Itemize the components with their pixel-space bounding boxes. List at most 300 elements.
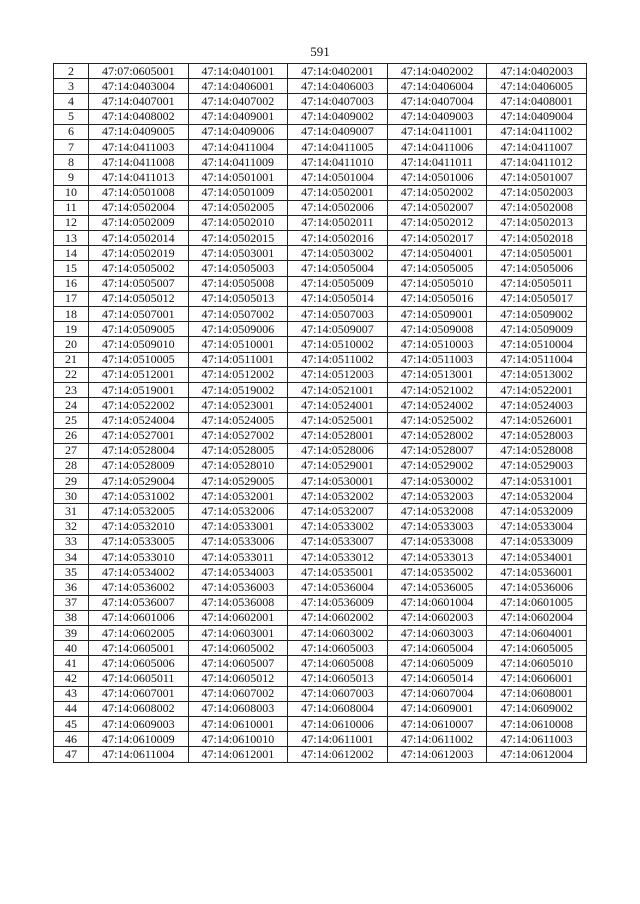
cadastral-number-table [53,63,587,763]
cadastral-number-cell: 47:14:0503002 [288,246,388,261]
cadastral-number-cell: 47:14:0411003 [89,139,189,154]
cadastral-number-cell: 47:14:0502005 [188,200,288,215]
cadastral-number-cell: 47:14:0524003 [487,398,587,413]
cadastral-number-cell: 47:14:0411002 [487,124,587,139]
cadastral-number-cell: 47:14:0533005 [89,534,189,549]
cadastral-number-cell: 47:14:0524005 [188,413,288,428]
cadastral-number-cell: 47:14:0411009 [188,155,288,170]
row-number-cell: 25 [54,413,89,428]
cadastral-number-cell: 47:14:0406001 [188,79,288,94]
cadastral-number-cell: 47:14:0532004 [487,489,587,504]
cadastral-number-cell: 47:14:0604001 [487,625,587,640]
cadastral-number-cell: 47:14:0513001 [387,367,487,382]
row-number-cell: 19 [54,322,89,337]
cadastral-number-cell: 47:14:0601004 [387,595,487,610]
table-row [54,215,587,230]
row-number-cell: 6 [54,124,89,139]
row-number-cell: 5 [54,109,89,124]
cadastral-number-cell: 47:14:0602003 [387,610,487,625]
row-number-cell: 32 [54,519,89,534]
row-number-cell: 3 [54,79,89,94]
cadastral-number-cell: 47:14:0409002 [288,109,388,124]
cadastral-number-cell: 47:14:0532003 [387,489,487,504]
cadastral-number-cell: 47:14:0532009 [487,504,587,519]
cadastral-number-cell: 47:14:0502007 [387,200,487,215]
row-number-cell: 31 [54,504,89,519]
table-row [54,443,587,458]
cadastral-number-cell: 47:14:0612003 [387,747,487,762]
row-number-cell: 36 [54,580,89,595]
table-row [54,428,587,443]
cadastral-number-cell: 47:14:0502006 [288,200,388,215]
table-row [54,595,587,610]
row-number-cell: 11 [54,200,89,215]
row-number-cell: 41 [54,656,89,671]
cadastral-number-cell: 47:14:0509009 [487,322,587,337]
cadastral-number-cell: 47:14:0502012 [387,215,487,230]
cadastral-number-cell: 47:14:0607002 [188,686,288,701]
table-row [54,625,587,640]
cadastral-number-cell: 47:14:0533009 [487,534,587,549]
cadastral-number-cell: 47:14:0407003 [288,94,388,109]
cadastral-number-cell: 47:14:0510002 [288,337,388,352]
cadastral-number-cell: 47:14:0610001 [188,717,288,732]
cadastral-number-cell: 47:14:0601005 [487,595,587,610]
cadastral-number-cell: 47:14:0505012 [89,291,189,306]
cadastral-number-cell: 47:14:0411001 [387,124,487,139]
table-row [54,94,587,109]
row-number-cell: 7 [54,139,89,154]
cadastral-number-cell: 47:07:0605001 [89,64,189,79]
cadastral-number-cell: 47:14:0605004 [387,641,487,656]
cadastral-number-cell: 47:14:0507001 [89,307,189,322]
cadastral-number-cell: 47:14:0610006 [288,717,388,732]
cadastral-number-cell: 47:14:0509006 [188,322,288,337]
cadastral-number-cell: 47:14:0534001 [487,550,587,565]
table-row [54,489,587,504]
row-number-cell: 10 [54,185,89,200]
cadastral-number-cell: 47:14:0505009 [288,276,388,291]
row-number-cell: 33 [54,534,89,549]
cadastral-number-cell: 47:14:0501007 [487,170,587,185]
cadastral-number-cell: 47:14:0505010 [387,276,487,291]
cadastral-number-cell: 47:14:0602002 [288,610,388,625]
cadastral-number-cell: 47:14:0532007 [288,504,388,519]
table-row [54,276,587,291]
cadastral-number-cell: 47:14:0402003 [487,64,587,79]
cadastral-number-cell: 47:14:0511001 [188,352,288,367]
cadastral-number-cell: 47:14:0522002 [89,398,189,413]
cadastral-number-cell: 47:14:0509005 [89,322,189,337]
cadastral-number-cell: 47:14:0536007 [89,595,189,610]
row-number-cell: 42 [54,671,89,686]
cadastral-number-cell: 47:14:0502011 [288,215,388,230]
row-number-cell: 4 [54,94,89,109]
table-body [54,64,587,763]
cadastral-number-cell: 47:14:0603003 [387,625,487,640]
row-number-cell: 29 [54,474,89,489]
cadastral-number-cell: 47:14:0502013 [487,215,587,230]
cadastral-number-cell: 47:14:0502015 [188,231,288,246]
row-number-cell: 21 [54,352,89,367]
row-number-cell: 44 [54,701,89,716]
cadastral-number-cell: 47:14:0531001 [487,474,587,489]
cadastral-number-cell: 47:14:0602001 [188,610,288,625]
cadastral-number-cell: 47:14:0502018 [487,231,587,246]
row-number-cell: 23 [54,382,89,397]
cadastral-number-cell: 47:14:0608001 [487,686,587,701]
cadastral-number-cell: 47:14:0533012 [288,550,388,565]
cadastral-number-cell: 47:14:0531002 [89,489,189,504]
cadastral-number-cell: 47:14:0505001 [487,246,587,261]
table-row [54,732,587,747]
cadastral-number-cell: 47:14:0505017 [487,291,587,306]
cadastral-number-cell: 47:14:0501009 [188,185,288,200]
cadastral-number-cell: 47:14:0406003 [288,79,388,94]
cadastral-number-cell: 47:14:0509008 [387,322,487,337]
cadastral-number-cell: 47:14:0605008 [288,656,388,671]
cadastral-number-cell: 47:14:0511003 [387,352,487,367]
cadastral-number-cell: 47:14:0610008 [487,717,587,732]
cadastral-number-cell: 47:14:0533007 [288,534,388,549]
cadastral-number-cell: 47:14:0536009 [288,595,388,610]
row-number-cell: 12 [54,215,89,230]
cadastral-number-cell: 47:14:0502019 [89,246,189,261]
table-row [54,139,587,154]
cadastral-number-cell: 47:14:0533013 [387,550,487,565]
cadastral-number-cell: 47:14:0605011 [89,671,189,686]
cadastral-number-cell: 47:14:0505008 [188,276,288,291]
cadastral-number-cell: 47:14:0611004 [89,747,189,762]
cadastral-number-cell: 47:14:0611001 [288,732,388,747]
cadastral-number-cell: 47:14:0607004 [387,686,487,701]
cadastral-number-cell: 47:14:0407001 [89,94,189,109]
table-row [54,124,587,139]
table-row [54,352,587,367]
table-row [54,307,587,322]
cadastral-number-cell: 47:14:0536005 [387,580,487,595]
cadastral-number-cell: 47:14:0505016 [387,291,487,306]
row-number-cell: 30 [54,489,89,504]
table-row [54,337,587,352]
table-row [54,550,587,565]
cadastral-number-cell: 47:14:0532010 [89,519,189,534]
cadastral-number-cell: 47:14:0525001 [288,413,388,428]
cadastral-number-cell: 47:14:0529004 [89,474,189,489]
cadastral-number-cell: 47:14:0505011 [487,276,587,291]
table-row [54,610,587,625]
table-row [54,701,587,716]
cadastral-number-cell: 47:14:0401001 [188,64,288,79]
row-number-cell: 46 [54,732,89,747]
cadastral-number-cell: 47:14:0524002 [387,398,487,413]
cadastral-number-cell: 47:14:0532008 [387,504,487,519]
cadastral-number-cell: 47:14:0519001 [89,382,189,397]
cadastral-number-cell: 47:14:0528002 [387,428,487,443]
cadastral-number-cell: 47:14:0609002 [487,701,587,716]
cadastral-number-cell: 47:14:0512002 [188,367,288,382]
cadastral-number-cell: 47:14:0528008 [487,443,587,458]
cadastral-number-cell: 47:14:0409004 [487,109,587,124]
cadastral-number-cell: 47:14:0411010 [288,155,388,170]
cadastral-number-cell: 47:14:0527001 [89,428,189,443]
cadastral-number-cell: 47:14:0603001 [188,625,288,640]
row-number-cell: 13 [54,231,89,246]
cadastral-number-cell: 47:14:0502001 [288,185,388,200]
cadastral-number-cell: 47:14:0610009 [89,732,189,747]
table-row [54,79,587,94]
cadastral-number-cell: 47:14:0505002 [89,261,189,276]
table-row [54,504,587,519]
cadastral-number-cell: 47:14:0505006 [487,261,587,276]
cadastral-number-cell: 47:14:0535001 [288,565,388,580]
cadastral-number-cell: 47:14:0501008 [89,185,189,200]
cadastral-number-cell: 47:14:0502004 [89,200,189,215]
row-number-cell: 47 [54,747,89,762]
cadastral-number-cell: 47:14:0523001 [188,398,288,413]
table-row [54,565,587,580]
cadastral-number-cell: 47:14:0409001 [188,109,288,124]
table-row [54,64,587,79]
cadastral-number-cell: 47:14:0605002 [188,641,288,656]
cadastral-number-cell: 47:14:0403004 [89,79,189,94]
cadastral-number-cell: 47:14:0611002 [387,732,487,747]
cadastral-number-cell: 47:14:0533003 [387,519,487,534]
cadastral-number-cell: 47:14:0606001 [487,671,587,686]
cadastral-number-cell: 47:14:0532001 [188,489,288,504]
cadastral-number-cell: 47:14:0502010 [188,215,288,230]
cadastral-number-cell: 47:14:0509010 [89,337,189,352]
cadastral-number-cell: 47:14:0502008 [487,200,587,215]
cadastral-number-cell: 47:14:0411004 [188,139,288,154]
row-number-cell: 34 [54,550,89,565]
cadastral-number-cell: 47:14:0533001 [188,519,288,534]
cadastral-number-cell: 47:14:0605007 [188,656,288,671]
row-number-cell: 38 [54,610,89,625]
cadastral-number-cell: 47:14:0529001 [288,458,388,473]
table-row [54,717,587,732]
table-row [54,534,587,549]
table-row [54,656,587,671]
cadastral-number-cell: 47:14:0502016 [288,231,388,246]
row-number-cell: 45 [54,717,89,732]
cadastral-number-cell: 47:14:0407002 [188,94,288,109]
cadastral-number-cell: 47:14:0536001 [487,565,587,580]
row-number-cell: 8 [54,155,89,170]
table-row [54,519,587,534]
row-number-cell: 20 [54,337,89,352]
table-row [54,747,587,762]
cadastral-number-cell: 47:14:0502009 [89,215,189,230]
table-row [54,109,587,124]
table-row [54,170,587,185]
cadastral-number-cell: 47:14:0509002 [487,307,587,322]
cadastral-number-cell: 47:14:0528003 [487,428,587,443]
cadastral-number-cell: 47:14:0533008 [387,534,487,549]
cadastral-number-cell: 47:14:0503001 [188,246,288,261]
cadastral-number-cell: 47:14:0533002 [288,519,388,534]
table-row [54,261,587,276]
row-number-cell: 24 [54,398,89,413]
cadastral-number-cell: 47:14:0612004 [487,747,587,762]
cadastral-number-cell: 47:14:0507002 [188,307,288,322]
row-number-cell: 16 [54,276,89,291]
cadastral-number-cell: 47:14:0502003 [487,185,587,200]
cadastral-number-cell: 47:14:0532002 [288,489,388,504]
cadastral-number-cell: 47:14:0411006 [387,139,487,154]
table-row [54,185,587,200]
cadastral-number-cell: 47:14:0501004 [288,170,388,185]
cadastral-number-cell: 47:14:0529003 [487,458,587,473]
cadastral-number-cell: 47:14:0528004 [89,443,189,458]
cadastral-number-cell: 47:14:0532006 [188,504,288,519]
row-number-cell: 18 [54,307,89,322]
table-row [54,200,587,215]
cadastral-number-cell: 47:14:0536006 [487,580,587,595]
cadastral-number-cell: 47:14:0528001 [288,428,388,443]
cadastral-number-cell: 47:14:0505013 [188,291,288,306]
cadastral-number-cell: 47:14:0521002 [387,382,487,397]
cadastral-number-cell: 47:14:0529002 [387,458,487,473]
cadastral-number-cell: 47:14:0532005 [89,504,189,519]
table-row [54,671,587,686]
cadastral-number-cell: 47:14:0511002 [288,352,388,367]
cadastral-number-cell: 47:14:0530002 [387,474,487,489]
page-number: 591 [310,44,330,59]
cadastral-number-cell: 47:14:0502014 [89,231,189,246]
cadastral-number-cell: 47:14:0535002 [387,565,487,580]
cadastral-number-cell: 47:14:0605003 [288,641,388,656]
cadastral-number-cell: 47:14:0536008 [188,595,288,610]
cadastral-number-cell: 47:14:0522001 [487,382,587,397]
row-number-cell: 37 [54,595,89,610]
cadastral-number-cell: 47:14:0409005 [89,124,189,139]
cadastral-number-cell: 47:14:0536003 [188,580,288,595]
cadastral-number-cell: 47:14:0526001 [487,413,587,428]
cadastral-number-cell: 47:14:0602004 [487,610,587,625]
cadastral-number-cell: 47:14:0605009 [387,656,487,671]
cadastral-number-cell: 47:14:0528007 [387,443,487,458]
table-row [54,231,587,246]
cadastral-number-cell: 47:14:0602005 [89,625,189,640]
cadastral-number-cell: 47:14:0512003 [288,367,388,382]
cadastral-number-cell: 47:14:0605005 [487,641,587,656]
cadastral-number-cell: 47:14:0608004 [288,701,388,716]
cadastral-number-cell: 47:14:0510001 [188,337,288,352]
cadastral-number-cell: 47:14:0501001 [188,170,288,185]
cadastral-number-cell: 47:14:0411005 [288,139,388,154]
table-row [54,458,587,473]
cadastral-number-cell: 47:14:0528005 [188,443,288,458]
cadastral-number-cell: 47:14:0533010 [89,550,189,565]
cadastral-number-cell: 47:14:0504001 [387,246,487,261]
cadastral-number-cell: 47:14:0610007 [387,717,487,732]
row-number-cell: 9 [54,170,89,185]
row-number-cell: 2 [54,64,89,79]
cadastral-number-cell: 47:14:0611003 [487,732,587,747]
cadastral-number-cell: 47:14:0533004 [487,519,587,534]
cadastral-number-cell: 47:14:0612002 [288,747,388,762]
row-number-cell: 35 [54,565,89,580]
cadastral-number-cell: 47:14:0408002 [89,109,189,124]
cadastral-number-cell: 47:14:0402001 [288,64,388,79]
cadastral-number-cell: 47:14:0411011 [387,155,487,170]
table-row [54,291,587,306]
cadastral-number-cell: 47:14:0607001 [89,686,189,701]
cadastral-number-cell: 47:14:0528009 [89,458,189,473]
row-number-cell: 17 [54,291,89,306]
row-number-cell: 14 [54,246,89,261]
cadastral-number-cell: 47:14:0528010 [188,458,288,473]
cadastral-number-cell: 47:14:0512001 [89,367,189,382]
table-row [54,641,587,656]
cadastral-number-cell: 47:14:0536004 [288,580,388,595]
cadastral-number-cell: 47:14:0533006 [188,534,288,549]
cadastral-number-cell: 47:14:0605010 [487,656,587,671]
cadastral-number-cell: 47:14:0411007 [487,139,587,154]
cadastral-number-cell: 47:14:0519002 [188,382,288,397]
cadastral-number-cell: 47:14:0510004 [487,337,587,352]
row-number-cell: 22 [54,367,89,382]
row-number-cell: 27 [54,443,89,458]
row-number-cell: 28 [54,458,89,473]
cadastral-number-cell: 47:14:0534003 [188,565,288,580]
cadastral-number-cell: 47:14:0527002 [188,428,288,443]
row-number-cell: 39 [54,625,89,640]
table-row [54,382,587,397]
cadastral-number-cell: 47:14:0533011 [188,550,288,565]
cadastral-number-cell: 47:14:0534002 [89,565,189,580]
cadastral-number-cell: 47:14:0507003 [288,307,388,322]
table-row [54,398,587,413]
row-number-cell: 43 [54,686,89,701]
cadastral-number-cell: 47:14:0406005 [487,79,587,94]
cadastral-number-cell: 47:14:0409007 [288,124,388,139]
cadastral-number-cell: 47:14:0513002 [487,367,587,382]
cadastral-number-cell: 47:14:0411013 [89,170,189,185]
cadastral-number-cell: 47:14:0505005 [387,261,487,276]
cadastral-number-cell: 47:14:0409006 [188,124,288,139]
cadastral-number-cell: 47:14:0605012 [188,671,288,686]
cadastral-number-cell: 47:14:0505004 [288,261,388,276]
cadastral-number-cell: 47:14:0524001 [288,398,388,413]
row-number-cell: 40 [54,641,89,656]
cadastral-number-cell: 47:14:0530001 [288,474,388,489]
cadastral-number-cell: 47:14:0411008 [89,155,189,170]
cadastral-number-cell: 47:14:0502002 [387,185,487,200]
table-row [54,413,587,428]
cadastral-number-cell: 47:14:0406004 [387,79,487,94]
cadastral-number-cell: 47:14:0402002 [387,64,487,79]
cadastral-number-cell: 47:14:0605006 [89,656,189,671]
cadastral-number-cell: 47:14:0521001 [288,382,388,397]
cadastral-number-cell: 47:14:0524004 [89,413,189,428]
cadastral-number-cell: 47:14:0408001 [487,94,587,109]
cadastral-number-cell: 47:14:0528006 [288,443,388,458]
cadastral-number-cell: 47:14:0505007 [89,276,189,291]
table-row [54,155,587,170]
cadastral-number-cell: 47:14:0601006 [89,610,189,625]
cadastral-number-cell: 47:14:0607003 [288,686,388,701]
table-row [54,246,587,261]
cadastral-number-cell: 47:14:0502017 [387,231,487,246]
cadastral-number-cell: 47:14:0536002 [89,580,189,595]
cadastral-number-cell: 47:14:0509001 [387,307,487,322]
cadastral-number-cell: 47:14:0505003 [188,261,288,276]
cadastral-number-cell: 47:14:0509007 [288,322,388,337]
cadastral-number-cell: 47:14:0411012 [487,155,587,170]
cadastral-number-cell: 47:14:0505014 [288,291,388,306]
